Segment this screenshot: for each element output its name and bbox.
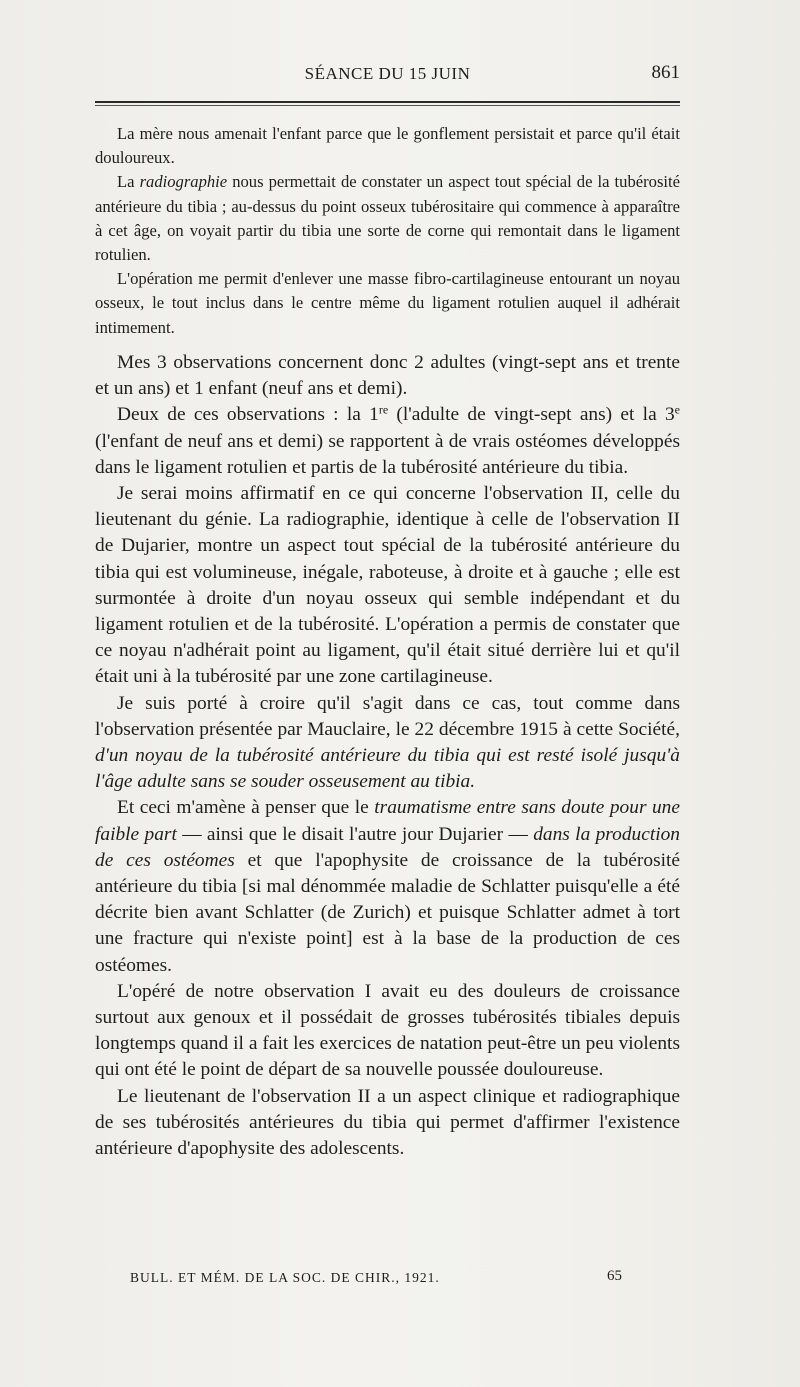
- paragraph-7: Le lieutenant de l'observation II a un aspect clinique et radiographique de ses tubérosités antérieures du tibia qui permet d'affirmer l'existence antérieure d'apophysite des adolescents.: [95, 1085, 680, 1160]
- italic-passage: dans la production de ces ostéomes: [95, 823, 680, 871]
- running-title: SÉANCE DU 15 JUIN: [304, 64, 471, 83]
- page-number: 861: [651, 62, 680, 83]
- small-print-section: [95, 122, 680, 340]
- header-rule: [95, 101, 680, 103]
- header-rule-thin: [95, 105, 680, 106]
- paragraph-4: Je suis porté à croire qu'il s'agit dans ce cas, tout comme dans l'observation présentée par Mauclaire, le 22 décembre 1915 à cette Société, d'un noyau de la tubérosité antérieure du tibia qui est resté isolé jusqu'à l'âge adulte sans se souder osseusement au tibia.: [95, 692, 680, 793]
- paragraph-1: Mes 3 observations concernent donc 2 adultes (vingt-sept ans et trente et un ans) et 1 enfant (neuf ans et demi).: [95, 352, 680, 400]
- italic-passage: d'un noyau de la tubérosité antérieure du tibia qui est resté isolé jusqu'à l'âge adulte sans se souder osseusement au tibia.: [95, 745, 680, 793]
- signature-mark: 65: [607, 1268, 622, 1284]
- small-paragraph-3: L'opération me permit d'enlever une masse fibro-cartilagineuse entourant un noyau osseux, le tout inclus dans le centre même du ligament rotulien auquel il adhérait intimement.: [95, 269, 680, 337]
- italic-passage: traumatisme entre sans doute pour une faible part: [95, 797, 680, 845]
- footer-citation: BULL. ET MÉM. DE LA SOC. DE CHIR., 1921.: [130, 1270, 440, 1285]
- small-paragraph-2: La radiographie nous permettait de constater un aspect tout spécial de la tubérosité antérieure du tibia ; au-dessus du point osseux tubérositaire qui commence à apparaître à cet âge, on voyait partir du tibia une sorte de corne qui remontait dans le ligament rotulien.: [95, 172, 680, 265]
- paragraph-2: Deux de ces observations : la 1re (l'adulte de vingt-sept ans) et la 3e (l'enfant de neuf ans et demi) se rapportent à de vrais ostéomes développés dans le ligament rotulien et partis de la tubérosité antérieure du tibia.: [95, 402, 680, 478]
- main-text-section: [95, 350, 680, 1162]
- page-header: [95, 64, 680, 90]
- small-paragraph-1: La mère nous amenait l'enfant parce que le gonflement persistait et parce qu'il était douloureux.: [95, 124, 680, 168]
- italic-term: radiographie: [139, 172, 228, 192]
- paragraph-3: Je serai moins affirmatif en ce qui concerne l'observation II, celle du lieutenant du génie. La radiographie, identique à celle de l'observation II de Dujarier, montre un aspect tout spécial de la tubérosité antérieure du tibia qui est volumineuse, inégale, raboteuse, à droite et à gauche ; elle est surmontée à droite d'un noyau osseux qui semble indépendant et du ligament rotulien et de la tubérosité. L'opération a permis de constater que ce noyau n'adhérait point au ligament, qu'il était situé derrière lui et qu'il était uni à la tubérosité par une zone cartilagineuse.: [95, 483, 680, 688]
- paragraph-5: Et ceci m'amène à penser que le traumatisme entre sans doute pour une faible part — ainsi que le disait l'autre jour Dujarier — dans la production de ces ostéomes et que l'apophysite de croissance de la tubérosité antérieure du tibia [si mal dénommée maladie de Schlatter puisqu'elle a été décrite bien avant Schlatter (de Zurich) et puisque Schlatter admet à tort une fracture qui n'existe point] est à la base de la production de ces ostéomes.: [95, 797, 680, 976]
- paragraph-6: L'opéré de notre observation I avait eu des douleurs de croissance surtout aux genoux et il possédait de grosses tubérosités tibiales depuis longtemps quand il a fait les exercices de natation peut-être un peu violents qui ont été le point de départ de sa nouvelle poussée douloureuse.: [95, 980, 680, 1081]
